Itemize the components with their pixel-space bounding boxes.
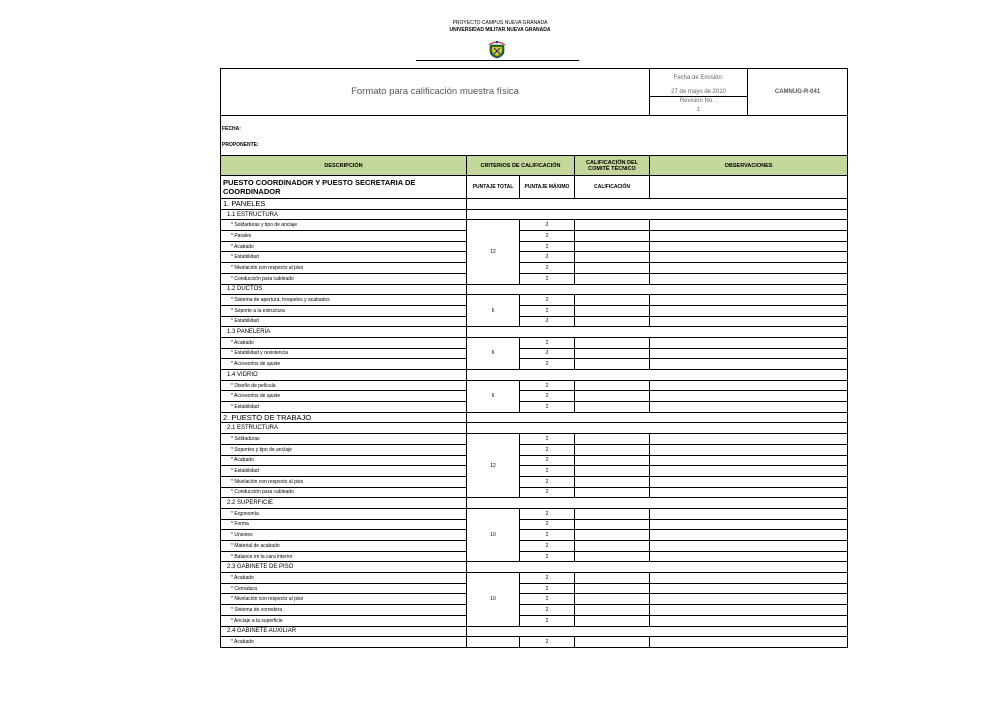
puntaje-maximo-cell: 2 <box>520 519 575 530</box>
calificacion-input-cell[interactable] <box>575 348 650 359</box>
item-row <box>221 508 848 519</box>
observaciones-input-cell[interactable] <box>650 295 848 306</box>
subsection-title: 1.1 ESTRUCTURA <box>221 209 467 220</box>
observaciones-input-cell[interactable] <box>650 252 848 263</box>
item-row <box>221 530 848 541</box>
criterion-label: * Acabado <box>221 637 467 648</box>
puntaje-maximo-cell: 2 <box>520 305 575 316</box>
criterion-label: * Nivelación con respecto al piso <box>221 594 467 605</box>
subsection-spacer <box>467 562 848 573</box>
puntaje-maximo-cell: 2 <box>520 220 575 231</box>
item-row <box>221 466 848 477</box>
puntaje-maximo-cell: 2 <box>520 273 575 284</box>
calificacion-input-cell[interactable] <box>575 530 650 541</box>
puntaje-maximo-cell: 2 <box>520 605 575 616</box>
university-crest-icon <box>486 37 508 59</box>
calificacion-input-cell[interactable] <box>575 519 650 530</box>
section-title: 1. PANELES <box>221 199 467 210</box>
criterion-label: * Sistema de corredera <box>221 605 467 616</box>
calificacion-input-cell[interactable] <box>575 476 650 487</box>
calificacion-input-cell[interactable] <box>575 337 650 348</box>
observaciones-input-cell[interactable] <box>650 434 848 445</box>
observaciones-input-cell[interactable] <box>650 615 848 626</box>
puntaje-maximo-cell: 2 <box>520 466 575 477</box>
observaciones-input-cell[interactable] <box>650 337 848 348</box>
subsection-spacer <box>467 209 848 220</box>
observaciones-input-cell[interactable] <box>650 637 848 648</box>
calificacion-input-cell[interactable] <box>575 402 650 413</box>
header-rule <box>416 60 579 61</box>
calificacion-input-cell[interactable] <box>575 220 650 231</box>
puntaje-total-cell <box>467 637 520 648</box>
subsection-title: 1.2 DUCTOS <box>221 284 467 295</box>
calificacion-input-cell[interactable] <box>575 637 650 648</box>
subsec-row <box>221 209 848 220</box>
puntaje-total-cell: 10 <box>467 508 520 561</box>
observaciones-input-cell[interactable] <box>650 263 848 274</box>
calificacion-input-cell[interactable] <box>575 444 650 455</box>
subsec-row <box>221 562 848 573</box>
calificacion-input-cell[interactable] <box>575 391 650 402</box>
col-puntaje-maximo: PUNTAJE MÁXIMO <box>520 176 575 199</box>
criterion-label: * Soportes y tipo de anclaje <box>221 444 467 455</box>
revision-value: 1 <box>650 106 748 116</box>
calificacion-input-cell[interactable] <box>575 252 650 263</box>
observaciones-input-cell[interactable] <box>650 241 848 252</box>
calificacion-input-cell[interactable] <box>575 263 650 274</box>
criterion-label: * Acabado <box>221 455 467 466</box>
observaciones-input-cell[interactable] <box>650 487 848 498</box>
observaciones-input-cell[interactable] <box>650 530 848 541</box>
calificacion-input-cell[interactable] <box>575 380 650 391</box>
subsec-row <box>221 327 848 338</box>
observaciones-input-cell[interactable] <box>650 455 848 466</box>
observaciones-input-cell[interactable] <box>650 231 848 242</box>
observaciones-header-cell <box>650 176 848 199</box>
item-row <box>221 551 848 562</box>
puntaje-maximo-cell: 2 <box>520 359 575 370</box>
item-row <box>221 476 848 487</box>
calificacion-input-cell[interactable] <box>575 551 650 562</box>
item-row <box>221 337 848 348</box>
item-row <box>221 273 848 284</box>
item-row <box>221 434 848 445</box>
col-criterios: CRITERIOS DE CALIFICACIÓN <box>467 156 575 176</box>
item-row <box>221 295 848 306</box>
item-row <box>221 455 848 466</box>
observaciones-input-cell[interactable] <box>650 391 848 402</box>
puntaje-maximo-cell: 2 <box>520 252 575 263</box>
observaciones-input-cell[interactable] <box>650 402 848 413</box>
subsection-title: 2.3 GABINETE DE PISO <box>221 562 467 573</box>
section-title: 2. PUESTO DE TRABAJO <box>221 412 467 423</box>
subsec-row <box>221 423 848 434</box>
calificacion-input-cell[interactable] <box>575 273 650 284</box>
item-row <box>221 541 848 552</box>
observaciones-input-cell[interactable] <box>650 541 848 552</box>
item-row <box>221 252 848 263</box>
puntaje-maximo-cell: 2 <box>520 551 575 562</box>
puntaje-total-cell: 12 <box>467 434 520 498</box>
subsection-title: 2.4 GABINETE AUXILIAR <box>221 626 467 637</box>
observaciones-input-cell[interactable] <box>650 583 848 594</box>
item-row <box>221 348 848 359</box>
calificacion-input-cell[interactable] <box>575 359 650 370</box>
criterion-label: * Uniones <box>221 530 467 541</box>
sec-row <box>221 199 848 210</box>
observaciones-input-cell[interactable] <box>650 594 848 605</box>
col-descripcion: DESCRIPCIÓN <box>221 156 467 176</box>
criterion-label: * Estabilidad y resistencia <box>221 348 467 359</box>
observaciones-input-cell[interactable] <box>650 305 848 316</box>
puntaje-total-cell: 10 <box>467 573 520 626</box>
sec-row <box>221 412 848 423</box>
item-row <box>221 605 848 616</box>
puntaje-maximo-cell: 2 <box>520 348 575 359</box>
subsec-row <box>221 284 848 295</box>
calificacion-input-cell[interactable] <box>575 615 650 626</box>
criterion-label: * Acabado <box>221 573 467 584</box>
puntaje-maximo-cell: 2 <box>520 615 575 626</box>
criterion-label: * Nivelación con respecto al piso <box>221 263 467 274</box>
item-row <box>221 519 848 530</box>
criterion-label: * Acabado <box>221 337 467 348</box>
item-row <box>221 487 848 498</box>
criterion-label: * Estabilidad <box>221 466 467 477</box>
puntaje-total-cell: 12 <box>467 220 520 284</box>
subsection-title: 2.2 SUPERFICIE <box>221 498 467 509</box>
revision-label: Revisión No. : <box>650 97 748 106</box>
emission-date: 27 de mayo de 2010 <box>650 88 748 97</box>
col-calificacion: CALIFICACIÓN <box>575 176 650 199</box>
emission-label: Fecha de Emisión: <box>650 69 748 88</box>
item-row <box>221 359 848 370</box>
observaciones-input-cell[interactable] <box>650 220 848 231</box>
puntaje-maximo-cell: 2 <box>520 508 575 519</box>
col-calificacion-comite: CALIFICACIÓN DEL COMITÉ TÉCNICO <box>575 156 650 176</box>
subsection-spacer <box>467 370 848 381</box>
col-puntaje-total: PUNTAJE TOTAL <box>467 176 520 199</box>
observaciones-input-cell[interactable] <box>650 476 848 487</box>
puntaje-maximo-cell: 2 <box>520 476 575 487</box>
puesto-title: PUESTO COORDINADOR Y PUESTO SECRETARIA DE COORDINADOR <box>221 176 467 199</box>
puntaje-maximo-cell: 2 <box>520 295 575 306</box>
criterion-label: * Parales <box>221 231 467 242</box>
item-row <box>221 263 848 274</box>
observaciones-input-cell[interactable] <box>650 573 848 584</box>
puntaje-maximo-cell: 2 <box>520 434 575 445</box>
item-row <box>221 573 848 584</box>
subsection-title: 1.3 PANELERÍA <box>221 327 467 338</box>
item-row <box>221 220 848 231</box>
puntaje-maximo-cell: 2 <box>520 487 575 498</box>
puntaje-maximo-cell: 2 <box>520 391 575 402</box>
proponente-label: PROPONENTE: <box>222 142 259 148</box>
item-row <box>221 444 848 455</box>
calificacion-input-cell[interactable] <box>575 305 650 316</box>
observaciones-input-cell[interactable] <box>650 508 848 519</box>
subsec-row <box>221 626 848 637</box>
fecha-proponente-box <box>221 116 848 156</box>
form-table-body <box>221 69 848 648</box>
puntaje-maximo-cell: 2 <box>520 455 575 466</box>
subsection-spacer <box>467 284 848 295</box>
calificacion-input-cell[interactable] <box>575 295 650 306</box>
item-row <box>221 583 848 594</box>
item-row <box>221 594 848 605</box>
puntaje-maximo-cell: 2 <box>520 263 575 274</box>
puntaje-maximo-cell: 2 <box>520 573 575 584</box>
observaciones-input-cell[interactable] <box>650 551 848 562</box>
item-row <box>221 402 848 413</box>
subsection-spacer <box>467 327 848 338</box>
calificacion-input-cell[interactable] <box>575 455 650 466</box>
puntaje-maximo-cell: 2 <box>520 444 575 455</box>
observaciones-input-cell[interactable] <box>650 466 848 477</box>
puntaje-maximo-cell: 2 <box>520 380 575 391</box>
calificacion-input-cell[interactable] <box>575 241 650 252</box>
calificacion-input-cell[interactable] <box>575 434 650 445</box>
observaciones-input-cell[interactable] <box>650 444 848 455</box>
col-observaciones: OBSERVACIONES <box>650 156 848 176</box>
criterion-label: * Diseño de película <box>221 380 467 391</box>
calificacion-input-cell[interactable] <box>575 466 650 477</box>
item-row <box>221 391 848 402</box>
puntaje-maximo-cell: 2 <box>520 541 575 552</box>
criterion-label: * Forma <box>221 519 467 530</box>
observaciones-input-cell[interactable] <box>650 348 848 359</box>
form-title: Formato para calificación muestra física <box>221 69 650 116</box>
section-spacer <box>467 199 848 210</box>
puntaje-total-cell: 6 <box>467 337 520 369</box>
puntaje-total-cell: 6 <box>467 380 520 412</box>
evaluation-form-table <box>220 68 848 648</box>
form-code: CAMNUG-R-041 <box>748 69 848 116</box>
project-name: PROYECTO CAMPUS NUEVA GRANADA <box>452 20 548 26</box>
criterion-label: * Ergonomía <box>221 508 467 519</box>
calificacion-input-cell[interactable] <box>575 573 650 584</box>
calificacion-input-cell[interactable] <box>575 605 650 616</box>
criterion-label: * Cerradura <box>221 583 467 594</box>
subsection-spacer <box>467 626 848 637</box>
criterion-label: * Soporte a la estructura <box>221 305 467 316</box>
criterion-label: * Conducción para cableado <box>221 487 467 498</box>
puntaje-maximo-cell: 2 <box>520 337 575 348</box>
item-row <box>221 231 848 242</box>
criterion-label: * Accesorios de ajuste <box>221 359 467 370</box>
university-name: UNIVERSIDAD MILITAR NUEVA GRANADA <box>449 27 551 33</box>
subsection-spacer <box>467 423 848 434</box>
criterion-label: * Soldaduras <box>221 434 467 445</box>
fecha-label: FECHA: <box>222 126 241 132</box>
criterion-label: * Nivelación con respecto al piso <box>221 476 467 487</box>
criterion-label: * Estabilidad <box>221 402 467 413</box>
observaciones-input-cell[interactable] <box>650 359 848 370</box>
subsec-row <box>221 370 848 381</box>
criterion-label: * Material de acabado <box>221 541 467 552</box>
criterion-label: * Estabilidad <box>221 252 467 263</box>
item-row <box>221 637 848 648</box>
subsec-row <box>221 498 848 509</box>
criterion-label: * Acabado <box>221 241 467 252</box>
criterion-label: * Accesorios de ajuste <box>221 391 467 402</box>
criterion-label: * Soldaduras y tipo de anclaje <box>221 220 467 231</box>
section-spacer <box>467 412 848 423</box>
item-row <box>221 380 848 391</box>
puntaje-maximo-cell: 2 <box>520 231 575 242</box>
subsection-title: 1.4 VIDRIO <box>221 370 467 381</box>
observaciones-input-cell[interactable] <box>650 605 848 616</box>
item-row <box>221 316 848 327</box>
puntaje-maximo-cell: 2 <box>520 594 575 605</box>
calificacion-input-cell[interactable] <box>575 487 650 498</box>
calificacion-input-cell[interactable] <box>575 508 650 519</box>
calificacion-input-cell[interactable] <box>575 541 650 552</box>
item-row <box>221 305 848 316</box>
puntaje-maximo-cell: 2 <box>520 530 575 541</box>
subsection-title: 2.1 ESTRUCTURA <box>221 423 467 434</box>
criterion-label: * Balance en la cara interior <box>221 551 467 562</box>
criterion-label: * Conducción para cableado <box>221 273 467 284</box>
item-row <box>221 241 848 252</box>
observaciones-input-cell[interactable] <box>650 380 848 391</box>
puntaje-maximo-cell: 2 <box>520 402 575 413</box>
puntaje-maximo-cell: 2 <box>520 637 575 648</box>
puntaje-maximo-cell: 2 <box>520 583 575 594</box>
item-row <box>221 615 848 626</box>
puntaje-total-cell: 6 <box>467 295 520 327</box>
criterion-label: * Estabilidad <box>221 316 467 327</box>
observaciones-input-cell[interactable] <box>650 519 848 530</box>
calificacion-input-cell[interactable] <box>575 583 650 594</box>
observaciones-input-cell[interactable] <box>650 273 848 284</box>
calificacion-input-cell[interactable] <box>575 231 650 242</box>
observaciones-input-cell[interactable] <box>650 316 848 327</box>
subsection-spacer <box>467 498 848 509</box>
puntaje-maximo-cell: 2 <box>520 316 575 327</box>
criterion-label: * Anclaje a la superficie <box>221 615 467 626</box>
criterion-label: * Sistema de apertura, troqueles y acabados <box>221 295 467 306</box>
calificacion-input-cell[interactable] <box>575 316 650 327</box>
puntaje-maximo-cell: 2 <box>520 241 575 252</box>
calificacion-input-cell[interactable] <box>575 594 650 605</box>
